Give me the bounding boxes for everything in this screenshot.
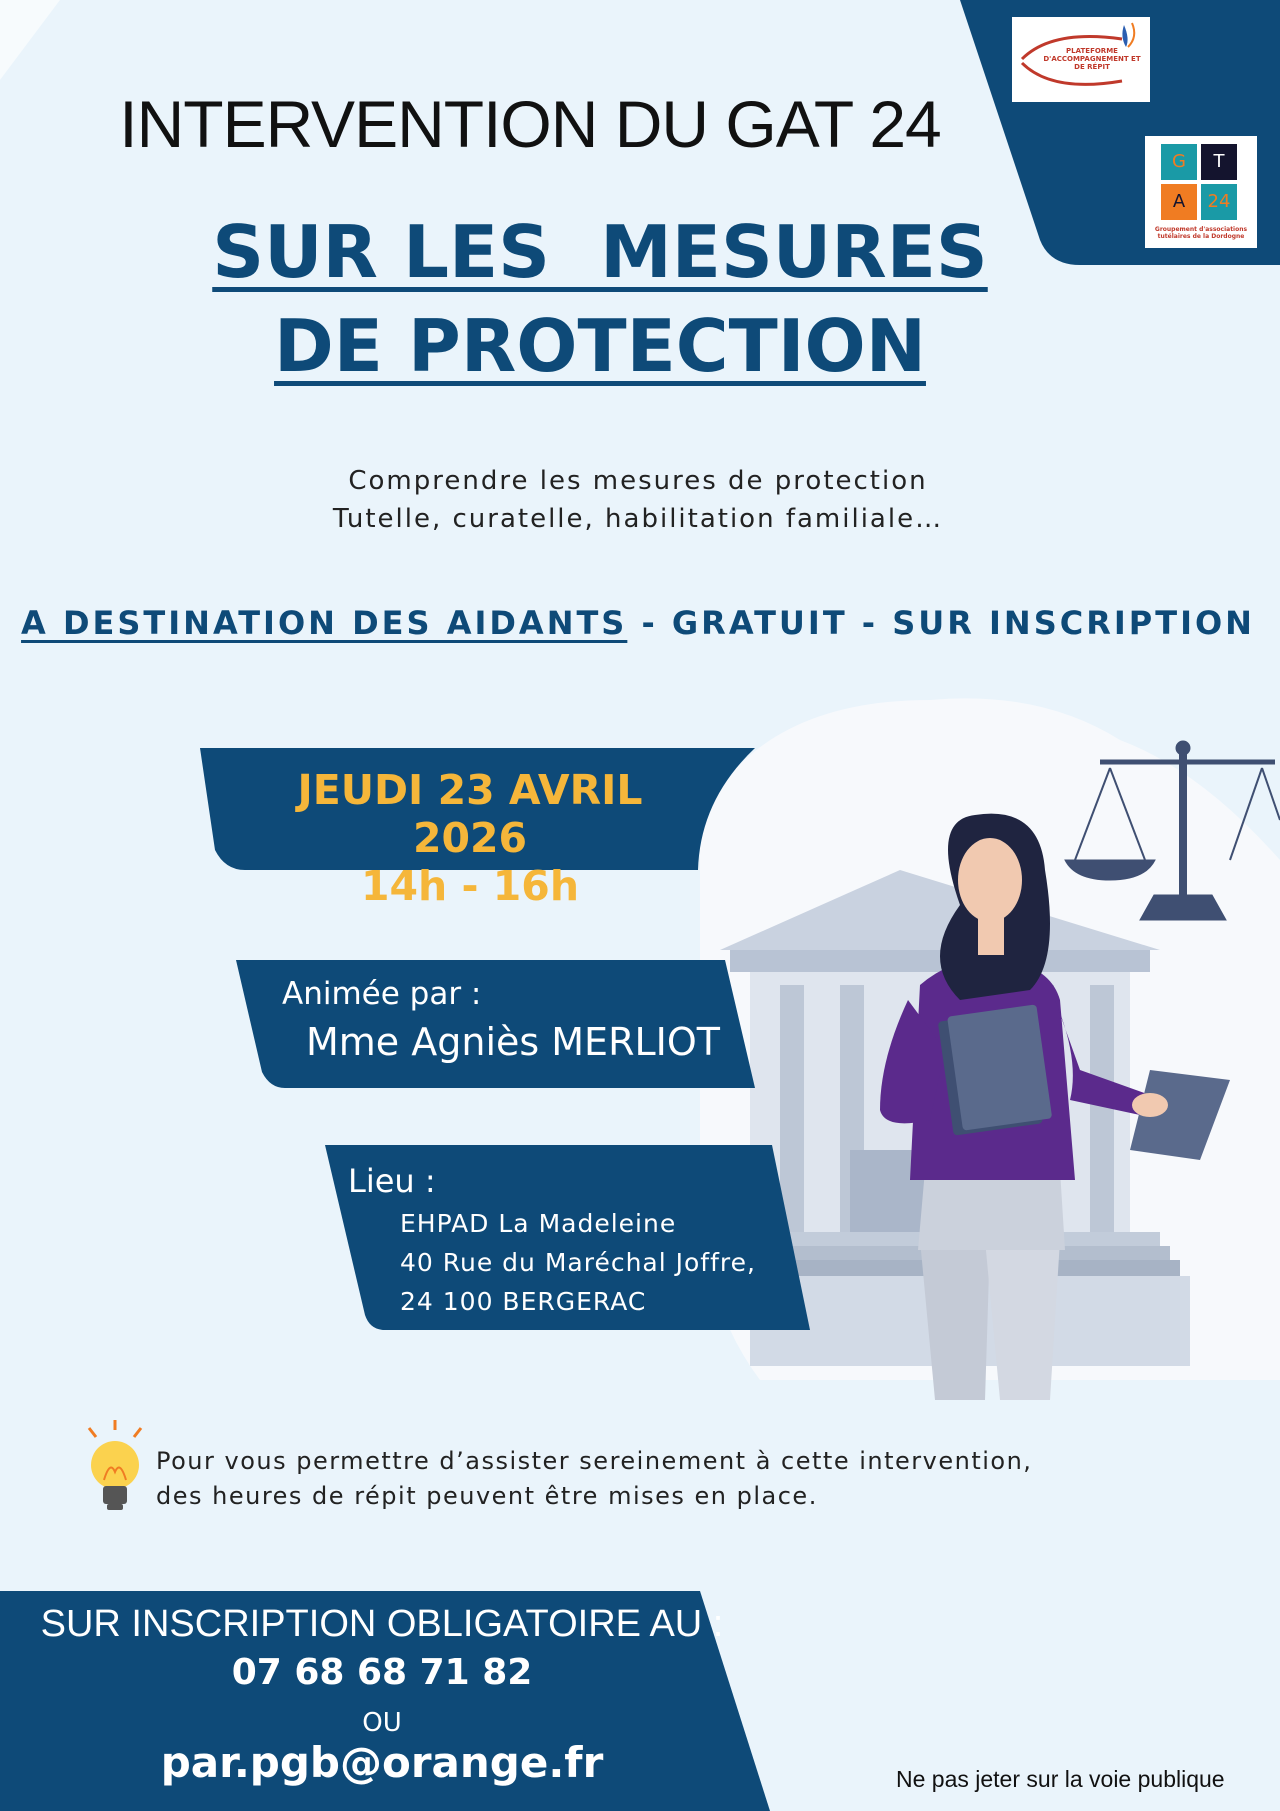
audience-details: - GRATUIT - SUR INSCRIPTION [627, 604, 1255, 642]
logo-letter-t: T [1201, 144, 1237, 180]
logo-letter-g: G [1161, 144, 1197, 180]
platform-logo-text: PLATEFORME D'ACCOMPAGNEMENT ET DE RÉPIT [1043, 47, 1141, 71]
registration-or: OU [362, 1708, 402, 1738]
page-title: INTERVENTION DU GAT 24 [119, 87, 941, 161]
logo-number-24: 24 [1201, 184, 1237, 220]
registration-heading: SUR INSCRIPTION OBLIGATOIRE AU : [40, 1603, 724, 1645]
subtitle-line-2: DE PROTECTION [274, 304, 926, 388]
location-venue: EHPAD La Madeleine [400, 1209, 677, 1238]
registration-phone[interactable]: 07 68 68 71 82 [231, 1652, 533, 1693]
respite-note [156, 1444, 1032, 1514]
intro-line-2: Tutelle, curatelle, habilitation familiale… [332, 504, 944, 534]
footer-notice: Ne pas jeter sur la voie publique [896, 1766, 1225, 1792]
audience-target: A DESTINATION DES AIDANTS [21, 604, 628, 642]
lightbulb-icon [89, 1420, 141, 1510]
logo-letter-a: A [1161, 184, 1197, 220]
host-label: Animée par : [282, 976, 482, 1012]
gat24-logo-caption: Groupement d'associations tutélaires de la Dordogne [1154, 226, 1248, 240]
location-address [400, 1204, 756, 1321]
intro-text [0, 462, 1276, 538]
respite-note-line-2: des heures de répit peuvent être mises en place. [156, 1482, 818, 1510]
event-date: JEUDI 23 AVRIL 2026 [297, 766, 643, 862]
registration-email[interactable]: par.pgb@orange.fr [160, 1738, 604, 1787]
host-name: Mme Agniès MERLIOT [306, 1020, 720, 1064]
event-time: 14h - 16h [360, 862, 580, 910]
intro-line-1: Comprendre les mesures de protection [348, 466, 928, 496]
respite-note-line-1: Pour vous permettre d’assister sereinement à cette intervention, [156, 1447, 1033, 1475]
event-datetime [250, 766, 690, 910]
location-city: 24 100 BERGERAC [400, 1287, 647, 1316]
audience-line [0, 604, 1276, 642]
subtitle-line-1: SUR LES MESURES [212, 210, 988, 294]
page-subtitle [0, 205, 1200, 393]
location-label: Lieu : [348, 1162, 436, 1200]
location-street: 40 Rue du Maréchal Joffre, [400, 1248, 756, 1277]
